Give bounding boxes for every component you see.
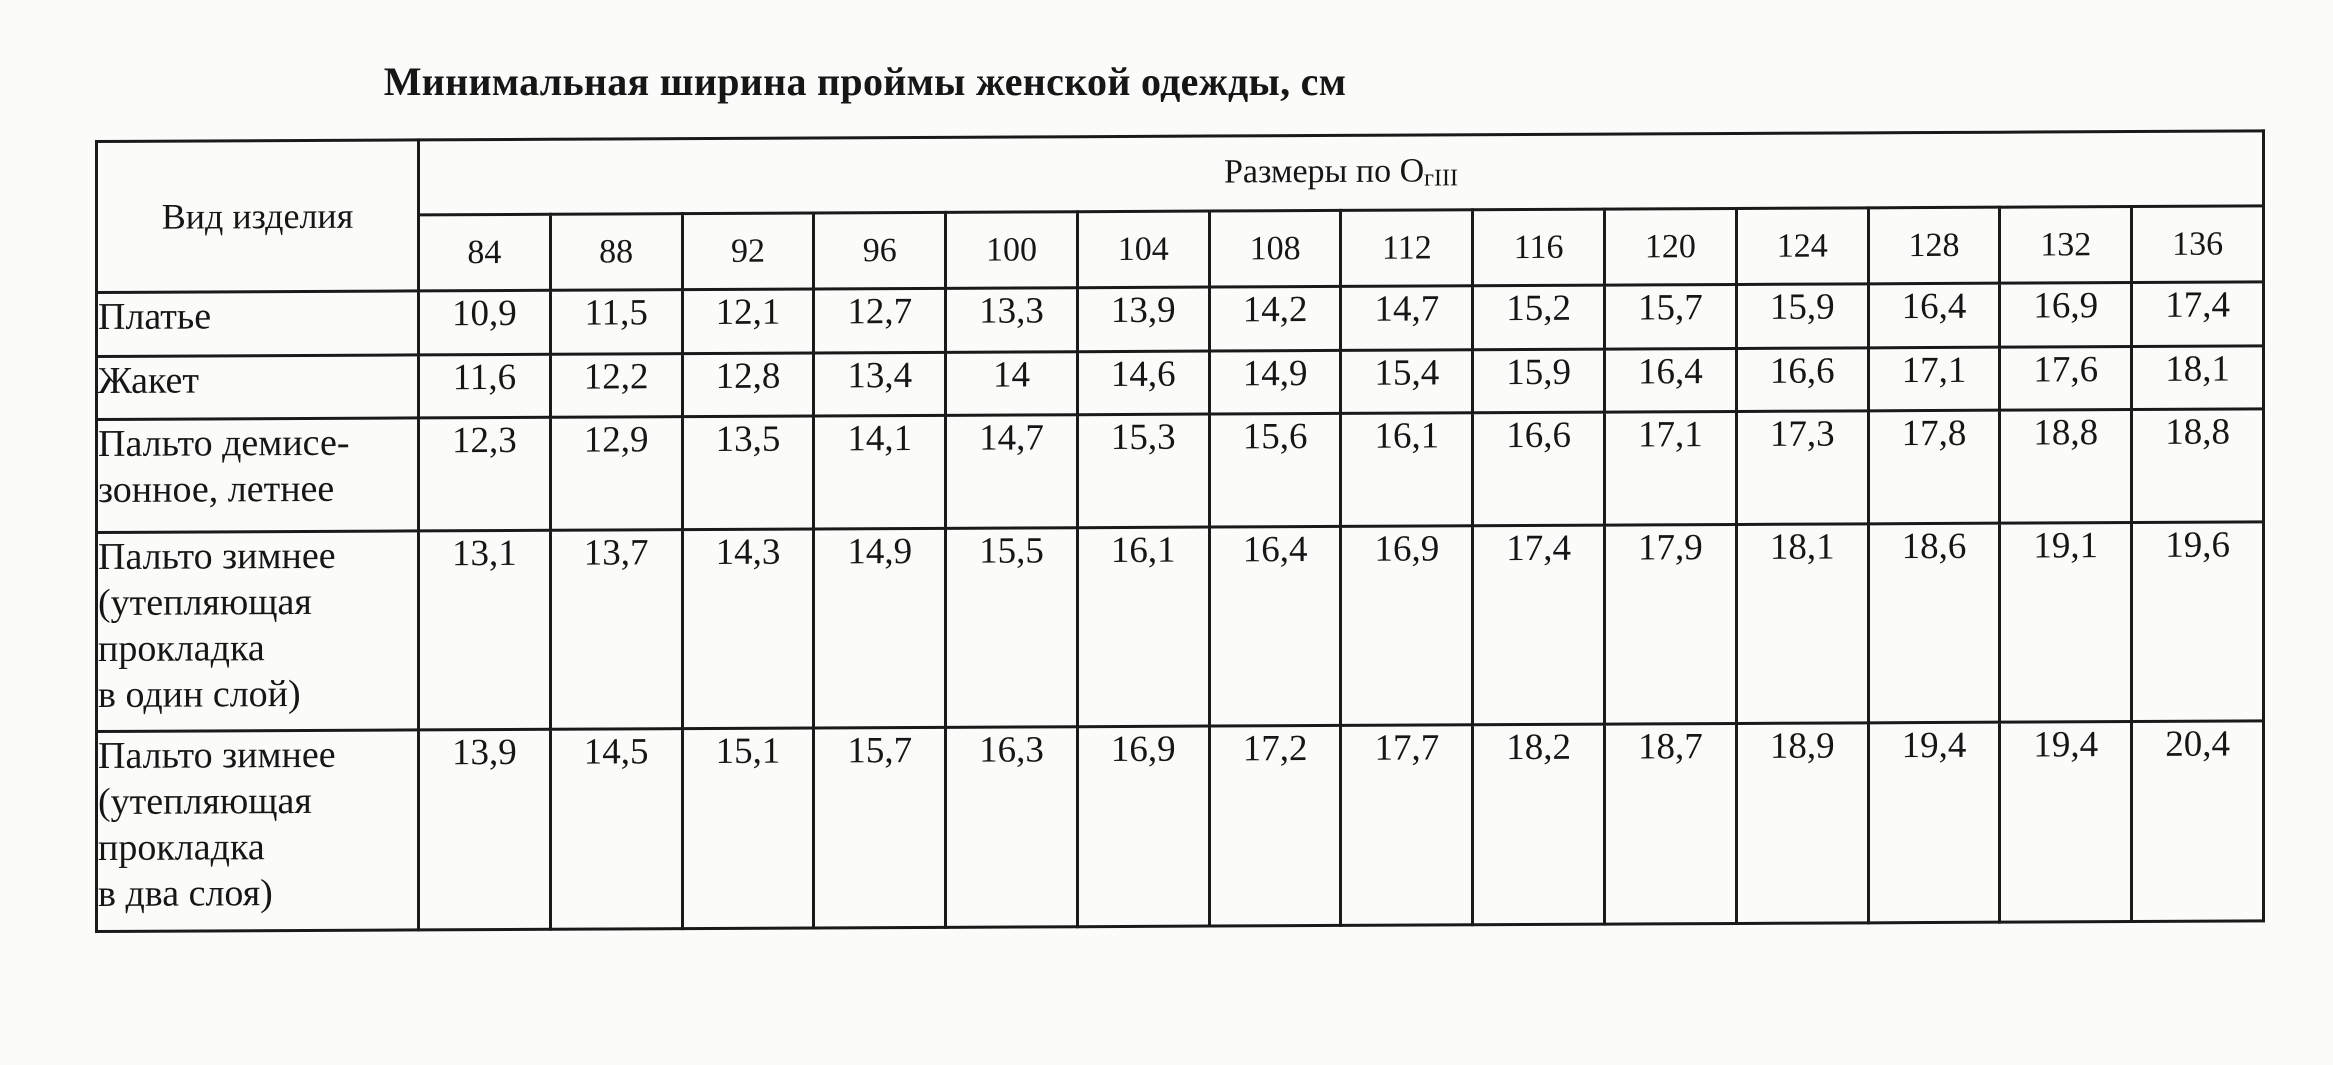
product-type-cell	[97, 730, 419, 932]
value-cell: 15,2	[1473, 285, 1605, 350]
value-cell: 18,7	[1605, 723, 1737, 924]
value-cell: 13,4	[814, 352, 946, 416]
value-cell: 12,1	[682, 289, 814, 354]
value-cell: 18,6	[1868, 523, 2000, 723]
value-cell: 15,4	[1341, 350, 1473, 414]
value-cell: 13,9	[419, 729, 551, 930]
value-cell: 16,4	[1868, 283, 2000, 348]
value-cell: 19,6	[2132, 522, 2264, 722]
size-header: 120	[1605, 208, 1737, 285]
value-cell: 20,4	[2132, 721, 2264, 922]
value-cell: 15,3	[1077, 414, 1209, 528]
value-cell: 13,7	[550, 530, 682, 730]
value-cell: 14,6	[1077, 351, 1209, 415]
sizes-header-index: гIII	[1424, 165, 1458, 192]
product-type-line: в один слой)	[98, 672, 301, 716]
table-row	[97, 409, 2264, 533]
product-type-line: Пальто зимнее	[98, 733, 336, 777]
armhole-width-table	[95, 129, 2265, 933]
value-cell: 12,2	[550, 354, 682, 418]
value-cell: 15,6	[1209, 413, 1341, 527]
value-cell: 16,6	[1736, 348, 1868, 412]
value-cell: 16,6	[1473, 412, 1605, 526]
table-row	[97, 721, 2264, 932]
value-cell: 14,7	[946, 415, 1078, 529]
value-cell: 14,7	[1341, 286, 1473, 351]
value-cell: 16,9	[1077, 726, 1209, 927]
value-cell: 15,9	[1736, 284, 1868, 349]
product-type-cell	[97, 291, 419, 357]
value-cell: 19,1	[2000, 523, 2132, 723]
value-cell: 15,7	[814, 727, 946, 928]
product-type-cell	[97, 418, 419, 533]
value-cell: 16,1	[1077, 527, 1209, 727]
value-cell: 15,7	[1605, 284, 1737, 349]
value-cell: 18,2	[1473, 724, 1605, 925]
product-type-line: (утепляющая	[98, 580, 312, 624]
value-cell: 12,3	[419, 417, 551, 531]
product-type-cell	[97, 355, 419, 420]
product-type-line: (утепляющая	[98, 779, 312, 823]
size-header: 88	[550, 214, 682, 291]
value-cell: 17,4	[1473, 525, 1605, 725]
table-row	[97, 522, 2264, 732]
value-cell: 13,5	[682, 416, 814, 530]
value-cell: 12,8	[682, 353, 814, 417]
value-cell: 14,9	[1209, 350, 1341, 414]
product-type-cell	[97, 531, 419, 732]
value-cell: 14	[946, 352, 1078, 416]
value-cell: 14,5	[550, 729, 682, 930]
value-cell: 16,4	[1605, 348, 1737, 412]
table-row	[97, 346, 2264, 420]
size-header: 92	[682, 213, 814, 290]
value-cell: 17,4	[2132, 282, 2264, 347]
value-cell: 16,9	[1341, 526, 1473, 726]
value-cell: 17,8	[1868, 410, 2000, 524]
value-cell: 16,9	[2000, 283, 2132, 348]
value-cell: 12,9	[550, 417, 682, 531]
value-cell: 13,9	[1077, 287, 1209, 352]
size-header: 84	[419, 214, 551, 291]
size-header: 116	[1473, 209, 1605, 286]
table-body	[97, 282, 2264, 932]
product-type-line: Пальто демисе-	[98, 421, 350, 465]
value-cell: 13,3	[946, 288, 1078, 353]
value-cell: 17,1	[1868, 347, 2000, 411]
value-cell: 15,1	[682, 728, 814, 929]
value-cell: 18,9	[1736, 723, 1868, 924]
product-type-line: Жакет	[98, 359, 199, 402]
value-cell: 19,4	[1868, 722, 2000, 923]
value-cell: 17,3	[1736, 411, 1868, 525]
value-cell: 17,2	[1209, 725, 1341, 926]
size-header: 132	[2000, 207, 2132, 284]
value-cell: 14,2	[1209, 286, 1341, 351]
value-cell: 18,1	[1736, 524, 1868, 724]
product-type-line: прокладка	[98, 826, 265, 869]
value-cell: 15,9	[1473, 349, 1605, 413]
value-cell: 17,1	[1605, 411, 1737, 525]
value-cell: 16,1	[1341, 413, 1473, 527]
product-type-line: Платье	[98, 295, 212, 338]
value-cell: 16,3	[946, 727, 1078, 928]
value-cell: 18,8	[2132, 409, 2264, 523]
value-cell: 11,6	[419, 354, 551, 418]
size-header: 108	[1209, 210, 1341, 287]
product-type-line: в два слоя)	[98, 872, 273, 915]
value-cell: 13,1	[419, 530, 551, 730]
value-cell: 10,9	[419, 290, 551, 355]
value-cell: 17,6	[2000, 347, 2132, 411]
size-header: 124	[1736, 208, 1868, 285]
product-type-header: Вид изделия	[97, 140, 419, 293]
product-type-line: зонное, летнее	[98, 467, 335, 511]
table-title: Минимальная ширина проймы женской одежды, см	[383, 59, 1347, 104]
value-cell: 14,1	[814, 415, 946, 529]
value-cell: 18,8	[2000, 410, 2132, 524]
value-cell: 17,9	[1605, 524, 1737, 724]
size-header: 128	[1868, 207, 2000, 284]
value-cell: 18,1	[2132, 346, 2264, 410]
size-header: 136	[2132, 206, 2264, 283]
size-header: 100	[946, 212, 1078, 289]
value-cell: 14,9	[814, 528, 946, 728]
value-cell: 14,3	[682, 529, 814, 729]
value-cell: 17,7	[1341, 725, 1473, 926]
table-row	[97, 282, 2264, 357]
product-type-line: прокладка	[98, 627, 265, 670]
size-header: 104	[1077, 211, 1209, 288]
value-cell: 16,4	[1209, 526, 1341, 726]
sizes-group-header	[419, 131, 2264, 215]
value-cell: 15,5	[946, 528, 1078, 728]
product-type-line: Пальто зимнее	[98, 534, 336, 578]
value-cell: 11,5	[550, 290, 682, 355]
value-cell: 19,4	[2000, 722, 2132, 923]
size-header: 112	[1341, 210, 1473, 287]
value-cell: 12,7	[814, 288, 946, 353]
sizes-header-label: Размеры по О	[1224, 152, 1425, 191]
size-header: 96	[814, 212, 946, 289]
